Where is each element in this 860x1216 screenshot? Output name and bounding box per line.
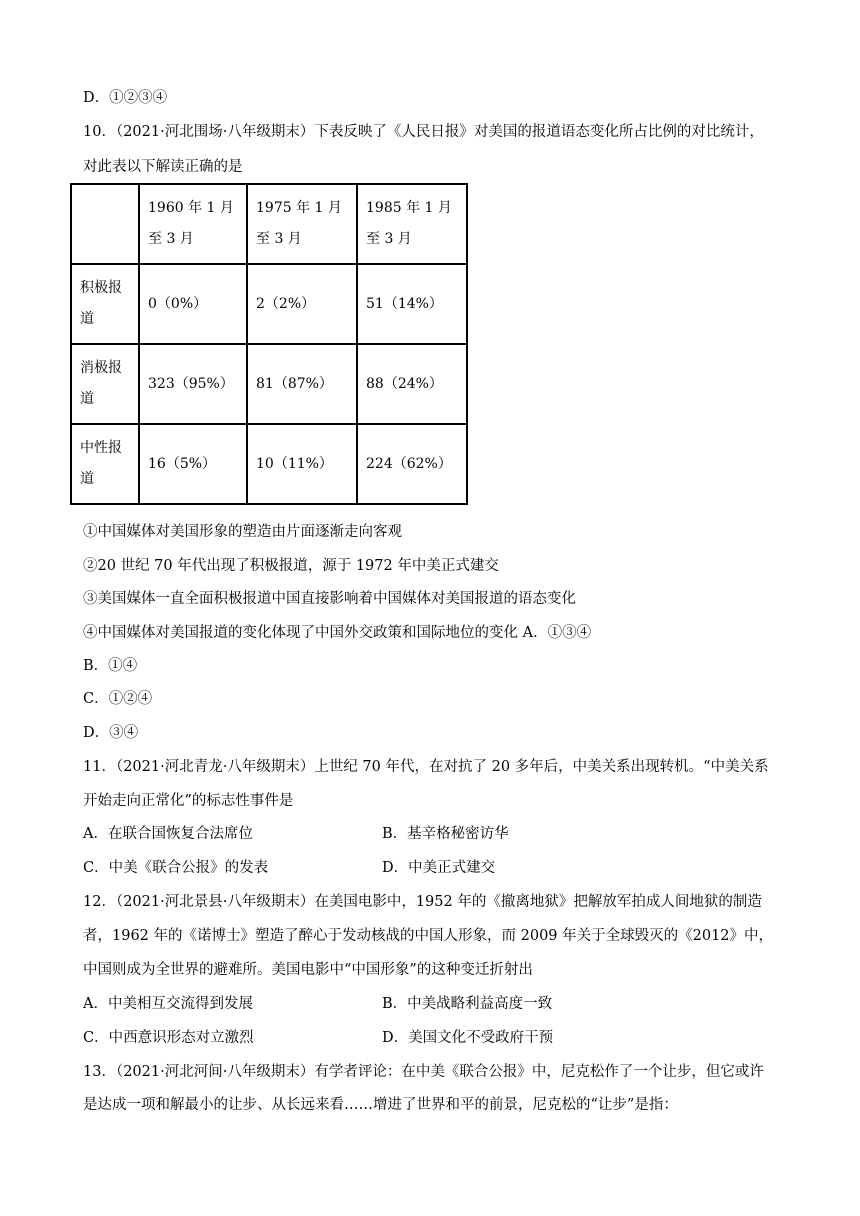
row-label-positive: 积极报道 — [71, 264, 139, 344]
q12-option-c: C．中西意识形态对立激烈 — [83, 1030, 254, 1046]
table-header-1975: 1975 年 1 月至 3 月 — [247, 184, 357, 264]
table-header-1985: 1985 年 1 月至 3 月 — [357, 184, 467, 264]
q13-stem-line-2: 是达成一项和解最小的让步、从长远来看……增进了世界和平的前景，尼克松的“让步”是指： — [83, 1097, 678, 1113]
q13-stem-line-1: 13．（2021·河北河间·八年级期末）有学者评论：在中美《联合公报》中，尼克松作了一个让步，但它或许 — [83, 1064, 764, 1080]
q9-option-d: D．①②③④ — [83, 90, 168, 106]
table-row — [71, 264, 467, 344]
table-header-row — [71, 184, 467, 264]
q10-statement-1: ①中国媒体对美国形象的塑造由片面逐渐走向客观 — [83, 524, 402, 540]
q12-stem-line-3: 中国则成为全世界的避难所。美国电影中“中国形象”的这种变迁折射出 — [83, 962, 533, 978]
table-header-1960: 1960 年 1 月至 3 月 — [139, 184, 247, 264]
q12-option-b: B．中美战略利益高度一致 — [382, 996, 553, 1012]
row-label-neutral: 中性报道 — [71, 424, 139, 504]
q10-statement-2: ②20 世纪 70 年代出现了积极报道，源于 1972 年中美正式建交 — [83, 558, 499, 574]
q10-option-b: B．①④ — [83, 658, 138, 674]
table-cell: 51（14%） — [357, 264, 467, 344]
q10-statement-4: ④中国媒体对美国报道的变化体现了中国外交政策和国际地位的变化 A．①③④ — [83, 625, 592, 641]
table-row — [71, 424, 467, 504]
table-cell: 10（11%） — [247, 424, 357, 504]
q11-option-c: C．中美《联合公报》的发表 — [83, 860, 269, 876]
q12-option-d: D．美国文化不受政府干预 — [382, 1030, 554, 1046]
report-tone-table — [70, 183, 468, 505]
table-cell: 16（5%） — [139, 424, 247, 504]
table-cell: 224（62%） — [357, 424, 467, 504]
table-cell: 0（0%） — [139, 264, 247, 344]
q10-statement-3: ③美国媒体一直全面积极报道中国直接影响着中国媒体对美国报道的语态变化 — [83, 591, 576, 607]
q11-option-a: A．在联合国恢复合法席位 — [83, 826, 253, 842]
q12-stem-line-2: 者，1962 年的《诺博士》塑造了醉心于发动核战的中国人形象，而 2009 年关于全球毁灭的《2012》中， — [83, 928, 774, 944]
table-cell: 2（2%） — [247, 264, 357, 344]
table-cell: 88（24%） — [357, 344, 467, 424]
q11-stem-line-2: 开始走向正常化”的标志性事件是 — [83, 793, 294, 809]
row-label-negative: 消极报道 — [71, 344, 139, 424]
q11-option-d: D．中美正式建交 — [382, 860, 496, 876]
q12-stem-line-1: 12．（2021·河北景县·八年级期末）在美国电影中，1952 年的《撤离地狱》把解放军拍成人间地狱的制造 — [83, 894, 762, 910]
table-cell: 323（95%） — [139, 344, 247, 424]
q11-option-b: B．基辛格秘密访华 — [382, 826, 509, 842]
q10-stem-line-2: 对此表以下解读正确的是 — [83, 159, 243, 175]
table-corner-cell — [71, 184, 139, 264]
q10-option-d: D．③④ — [83, 725, 139, 741]
q10-option-c: C．①②④ — [83, 691, 153, 707]
table-cell: 81（87%） — [247, 344, 357, 424]
q12-option-a: A．中美相互交流得到发展 — [83, 996, 253, 1012]
q10-stem-line-1: 10．（2021·河北围场·八年级期末）下表反映了《人民日报》对美国的报道语态变化所占比例的对比统计， — [83, 124, 764, 140]
q11-stem-line-1: 11．（2021·河北青龙·八年级期末）上世纪 70 年代，在对抗了 20 多年后，中美关系出现转机。“中美关系 — [83, 759, 769, 775]
table-row — [71, 344, 467, 424]
